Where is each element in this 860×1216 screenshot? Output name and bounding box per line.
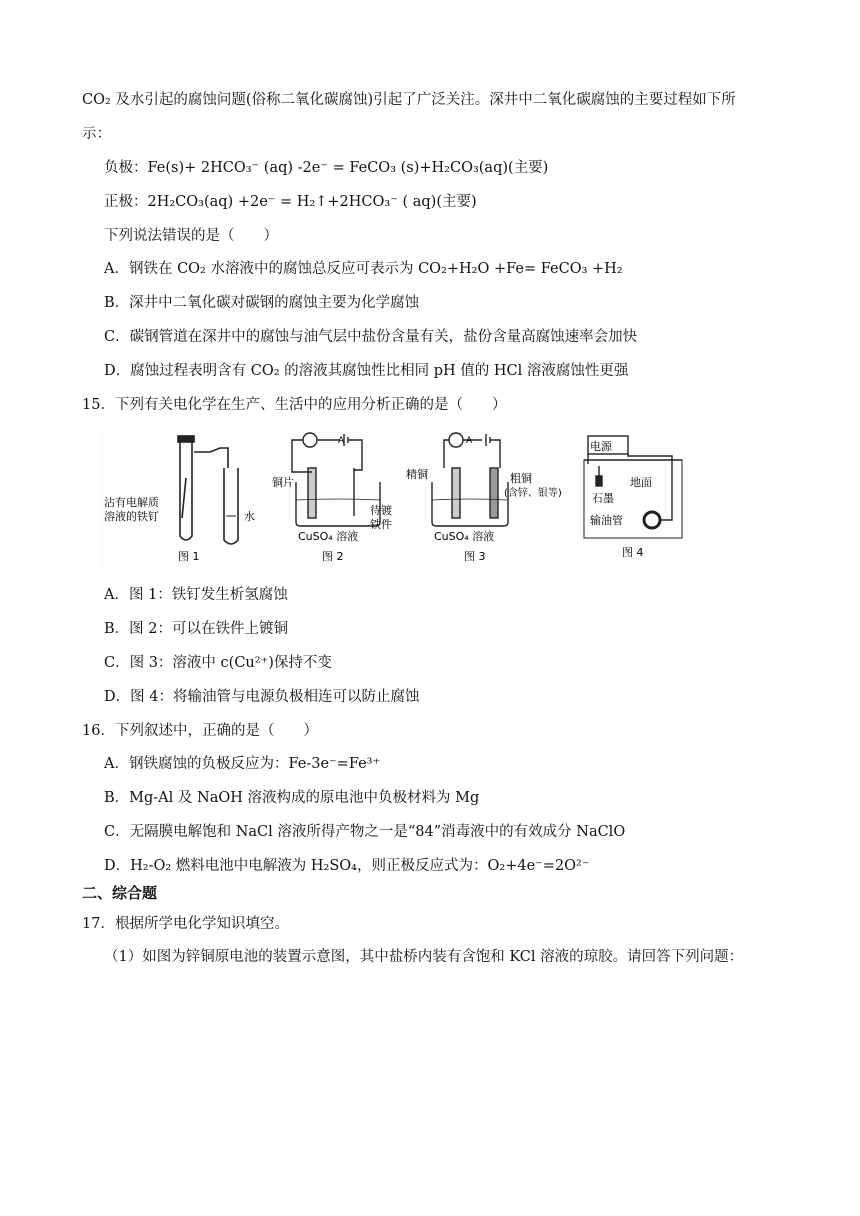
q15-option-d: D．图 4：将输油管与电源负极相连可以防止腐蚀 — [104, 689, 420, 705]
q15-option-a: A．图 1：铁钉发生析氢腐蚀 — [104, 587, 288, 603]
q14-option-b: B．深井中二氧化碳对碳钢的腐蚀主要为化学腐蚀 — [104, 295, 420, 311]
q14-option-c: C．碳钢管道在深井中的腐蚀与油气层中盐份含量有关，盐份含量高腐蚀速率会加快 — [104, 329, 638, 345]
q14-intro-line1: CO₂ 及水引起的腐蚀问题(俗称二氧化碳腐蚀)引起了广泛关注。深井中二氧化碳腐蚀的主要过程如下所 — [82, 92, 736, 108]
fig3-ammeter: A — [466, 436, 473, 446]
q15-option-c: C．图 3：溶液中 c(Cu²⁺)保持不变 — [104, 655, 332, 671]
fig4-graphite: 石墨 — [592, 492, 614, 505]
q16-option-b: B．Mg-Al 及 NaOH 溶液构成的原电池中负极材料为 Mg — [104, 790, 480, 806]
fig3-caption: 图 3 — [464, 550, 486, 563]
fig2-caption: 图 2 — [322, 550, 344, 563]
fig3-right-label-2: (含锌、银等) — [504, 488, 562, 499]
q15-option-b: B．图 2：可以在铁件上镀铜 — [104, 621, 288, 637]
fig2-ammeter: A — [338, 436, 345, 446]
fig2-left-label: 铜片 — [272, 476, 294, 489]
fig1-water: 水 — [244, 510, 255, 523]
q14-option-a: A．钢铁在 CO₂ 水溶液中的腐蚀总反应可表示为 CO₂+H₂O +Fe= FeCO₃ +H₂ — [104, 261, 623, 277]
q15-stem: 15．下列有关电化学在生产、生活中的应用分析正确的是（ ） — [82, 397, 507, 413]
fig2-solution: CuSO₄ 溶液 — [298, 530, 359, 543]
fig3-right-label-1: 粗铜 — [510, 472, 532, 485]
q14-positive-electrode: 正极：2H₂CO₃(aq) +2e⁻ = H₂↑+2HCO₃⁻ ( aq)(主要) — [104, 194, 477, 210]
fig4-caption: 图 4 — [622, 546, 644, 559]
fig3-left-label: 精铜 — [406, 468, 428, 481]
section-heading: 二、综合题 — [82, 884, 158, 902]
fig1-caption: 图 1 — [178, 550, 200, 563]
fig1-label-2: 溶液的铁钉 — [104, 510, 159, 523]
q16-option-c: C．无隔膜电解饱和 NaCl 溶液所得产物之一是“84”消毒液中的有效成分 NaClO — [104, 824, 626, 840]
q14-negative-electrode: 负极：Fe(s)+ 2HCO₃⁻ (aq) -2e⁻ = FeCO₃ (s)+H₂CO₃(aq)(主要) — [104, 160, 549, 176]
fig3-solution: CuSO₄ 溶液 — [434, 530, 495, 543]
fig1-label-1: 沾有电解质 — [104, 496, 159, 509]
q16-option-d: D．H₂-O₂ 燃料电池中电解液为 H₂SO₄，则正极反应式为：O₂+4e⁻=2O²⁻ — [104, 858, 590, 874]
q14-stem: 下列说法错误的是（ ） — [104, 228, 278, 244]
q14-intro-line2: 示： — [82, 126, 111, 142]
q17-subquestion-1: （1）如图为锌铜原电池的装置示意图，其中盐桥内装有含饱和 KCl 溶液的琼胶。请回答下列问题： — [104, 949, 744, 965]
fig4-power: 电源 — [590, 440, 612, 453]
q16-stem: 16．下列叙述中，正确的是（ ） — [82, 723, 318, 739]
q14-option-d: D．腐蚀过程表明含有 CO₂ 的溶液其腐蚀性比相同 pH 值的 HCl 溶液腐蚀性更强 — [104, 363, 629, 379]
fig2-right-label-1: 待镀 — [370, 504, 392, 517]
q15-figure — [100, 428, 690, 568]
q17-stem: 17．根据所学电化学知识填空。 — [82, 916, 289, 932]
fig2-right-label-2: 铁件 — [370, 518, 392, 531]
q16-option-a: A．钢铁腐蚀的负极反应为：Fe-3e⁻=Fe³⁺ — [104, 756, 381, 772]
fig4-pipe: 输油管 — [590, 514, 623, 527]
fig4-ground: 地面 — [630, 476, 652, 489]
